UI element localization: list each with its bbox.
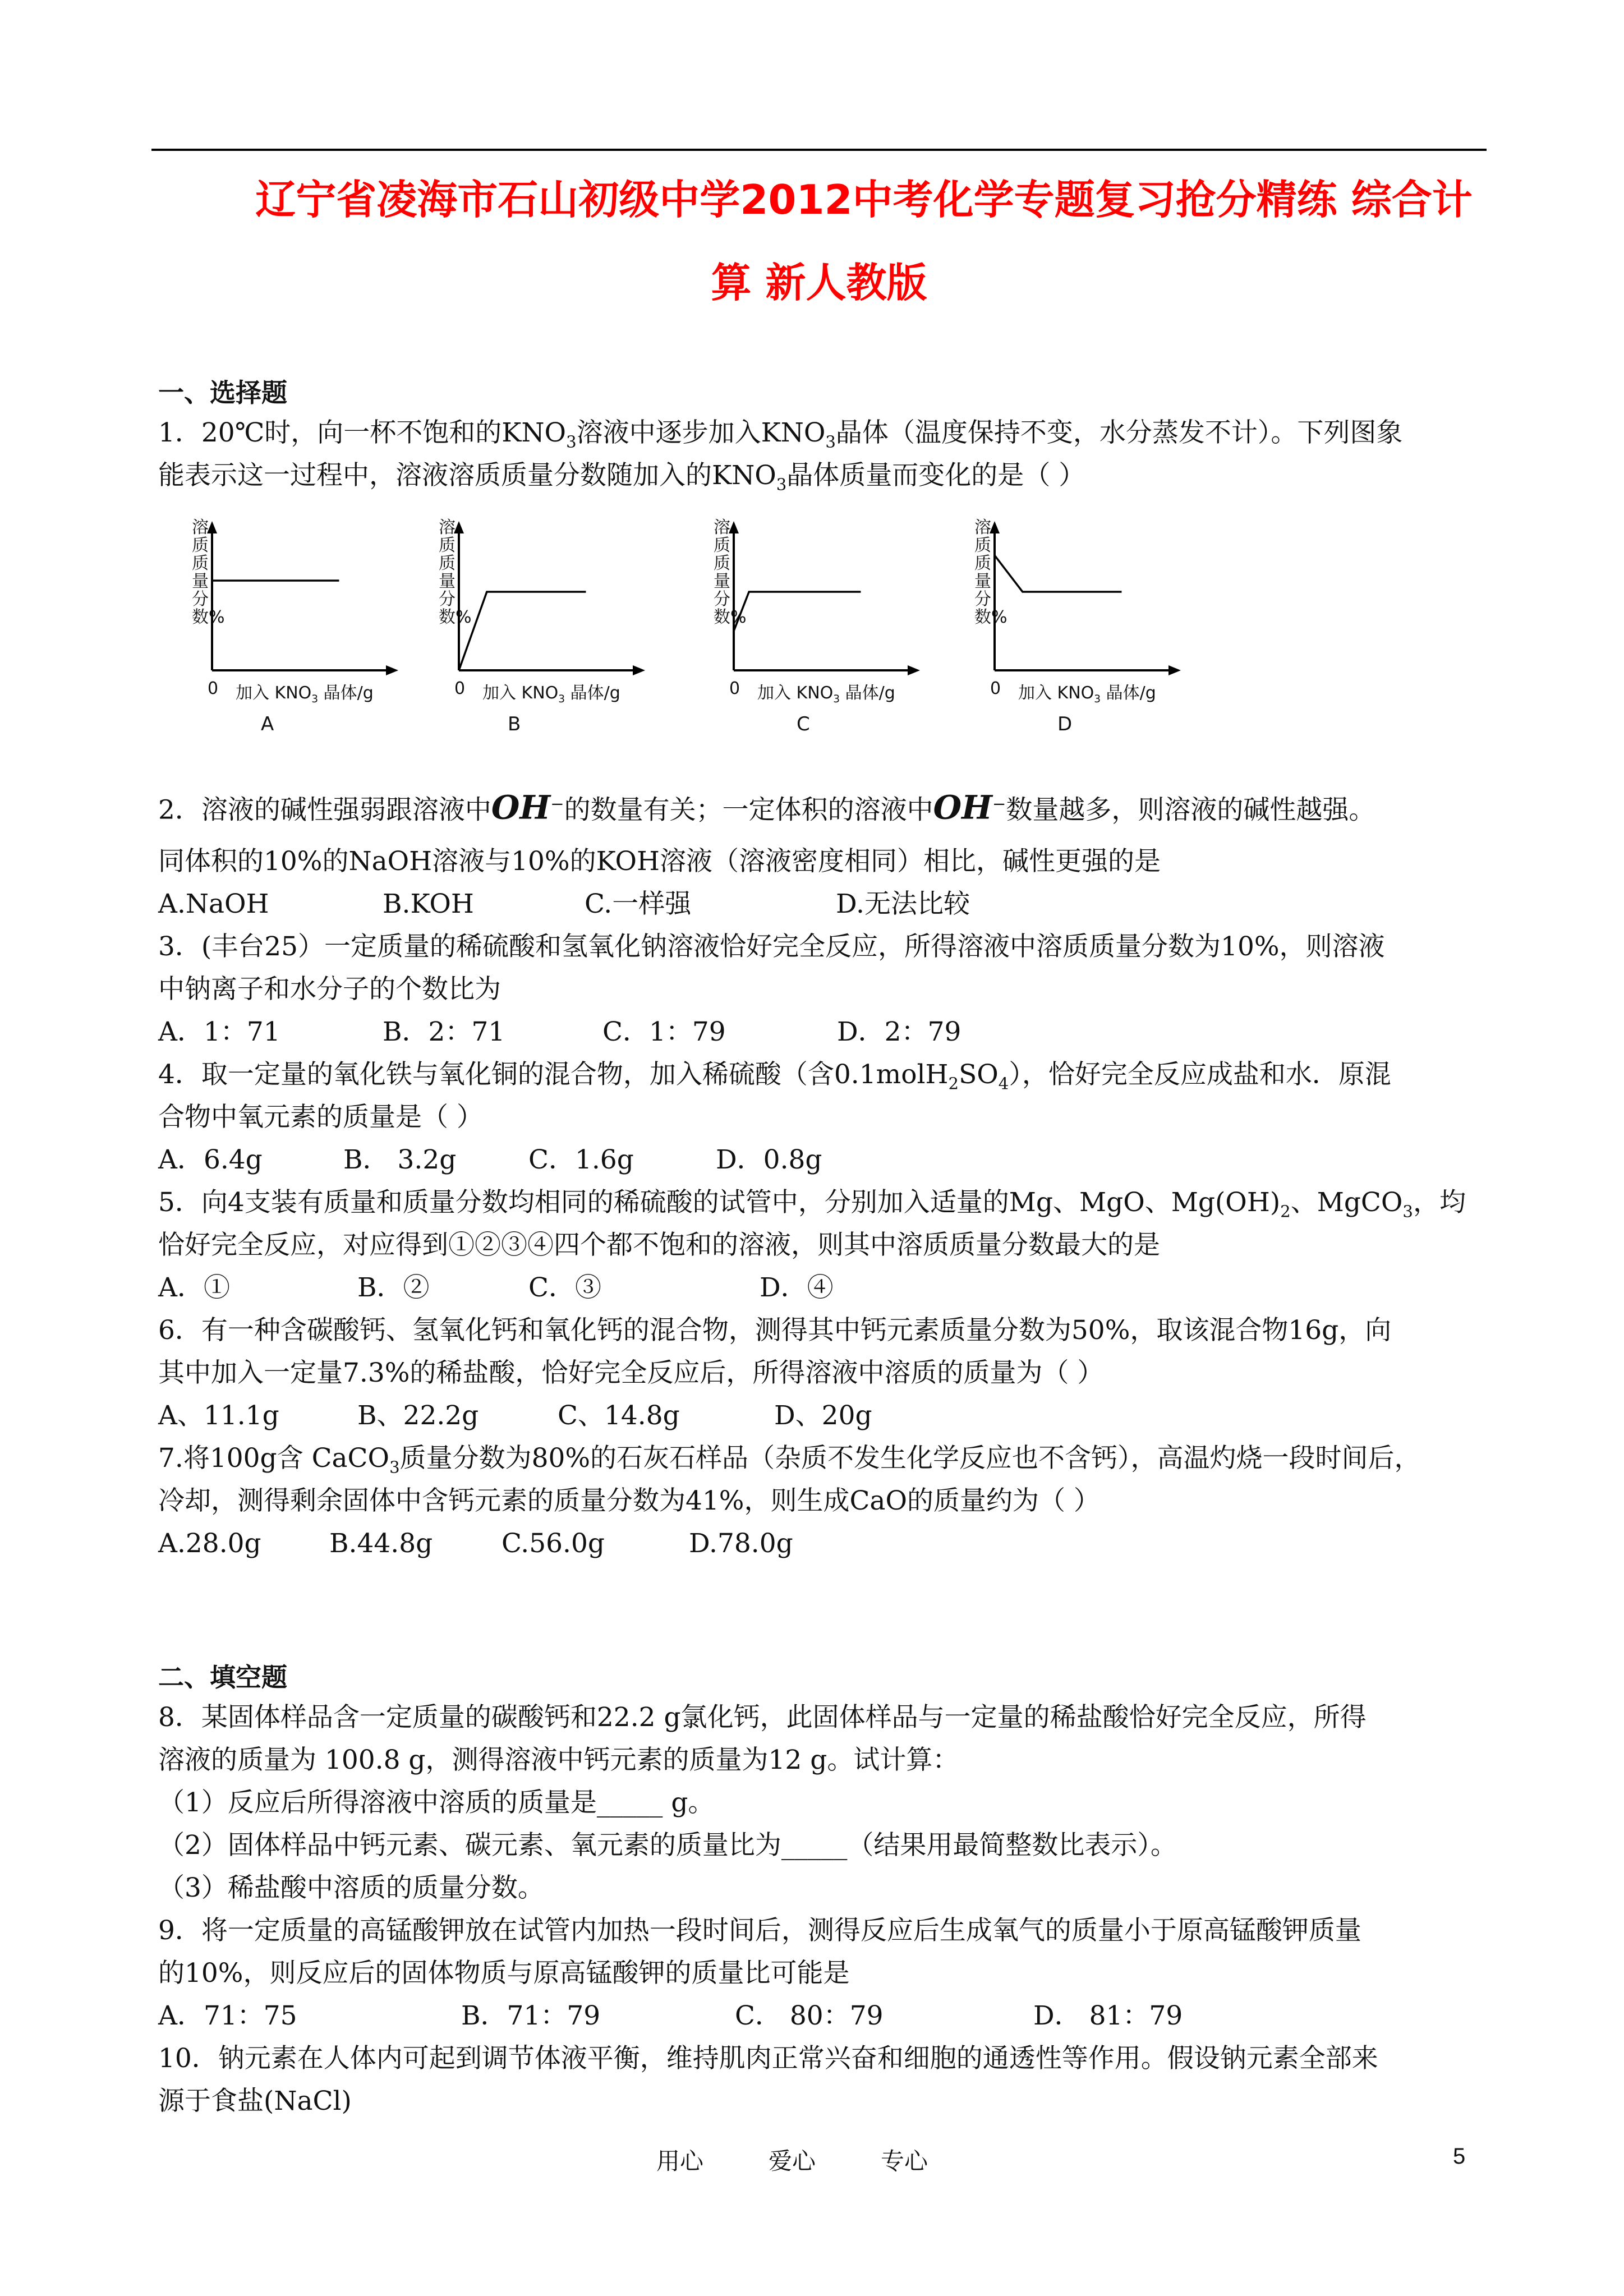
q7-option-a: A.28.0g (158, 1528, 261, 1559)
header-rule (151, 149, 1487, 151)
chart-xlabel-text: 晶体/g (840, 683, 895, 703)
y-axis-arrow (990, 521, 1000, 533)
q9-option-a: A．71：75 (158, 2000, 297, 2031)
chart-b-plot (438, 519, 673, 693)
chart-xlabel-text: 晶体/g (565, 683, 620, 703)
q5-sub: 3 (1402, 1202, 1413, 1221)
q1-text: 晶体质量而变化的是（ ） (786, 460, 1085, 491)
q4-line1 (158, 1059, 1391, 1099)
q3-line1: 3．(丰台25）一定质量的稀硫酸和氢氧化钠溶液恰好完全反应，所得溶液中溶质质量分数为10%，则溶液 (158, 931, 1385, 962)
q7-option-b: B.44.8g (329, 1528, 433, 1559)
y-axis-arrow (729, 521, 739, 533)
section-heading-fill: 二、填空题 (158, 1662, 287, 1692)
q1-line1 (158, 417, 1402, 457)
chart-a-plot (191, 519, 426, 693)
chart-xlabel (482, 679, 620, 705)
footer-item: 专心 (881, 2147, 928, 2175)
section-heading-choice: 一、选择题 (158, 378, 287, 408)
q1-line2 (158, 460, 1085, 500)
q4-sub: 4 (998, 1074, 1009, 1093)
x-axis-arrow (908, 665, 920, 675)
q1-text: 能表示这一过程中，溶液溶质质量分数随加入的KNO (158, 460, 776, 491)
series-line (734, 592, 861, 631)
q5-text: ，均 (1413, 1187, 1466, 1218)
footer-item: 用心 (656, 2147, 704, 2175)
q6-option-b: B、22.2g (357, 1400, 479, 1431)
x-axis-arrow (1168, 665, 1181, 675)
chart-d (973, 519, 1209, 743)
q9-option-c: C． 80：79 (735, 2000, 884, 2031)
chart-a (191, 519, 426, 743)
chart-xlabel-text: 加入 KNO (1018, 683, 1094, 703)
chart-ylabel: 溶质质量分数% (192, 518, 225, 627)
q2-text: 2．溶液的碱性强弱跟溶液中 (158, 794, 491, 826)
oh-charge: − (550, 794, 564, 813)
chart-origin: 0 (729, 679, 740, 698)
q4-option-c: C．1.6g (528, 1144, 634, 1175)
q5-text: 、MgCO (1290, 1187, 1403, 1218)
q6-line2: 其中加入一定量7.3%的稀盐酸，恰好完全反应后，所得溶液中溶质的质量为（ ） (158, 1358, 1104, 1388)
q5-option-b: B．② (357, 1272, 430, 1303)
y-axis-arrow (207, 521, 217, 533)
chart-origin: 0 (208, 679, 219, 698)
q8-sub2: （2）固体样品中钙元素、碳元素、氧元素的质量比为_____（结果用最简整数比表示）。 (158, 1830, 1177, 1861)
q10-line1: 10．钠元素在人体内可起到调节体液平衡，维持肌肉正常兴奋和细胞的通透性等作用。假设钠元素全部来 (158, 2043, 1378, 2074)
document-title-line1: 辽宁省凌海市石山初级中学2012中考化学专题复习抢分精练 综合计 (255, 176, 1473, 223)
chart-d-plot (973, 519, 1209, 693)
q5-option-a: A．① (158, 1272, 230, 1303)
q4-line2: 合物中氧元素的质量是（ ） (158, 1102, 483, 1133)
q5-line2: 恰好完全反应，对应得到①②③④四个都不饱和的溶液，则其中溶质质量分数最大的是 (158, 1230, 1160, 1260)
chart-xlabel-sub: 3 (311, 693, 319, 705)
q4-text: ），恰好完全反应成盐和水．原混 (1009, 1059, 1391, 1090)
q4-text: 4．取一定量的氧化铁与氧化铜的混合物，加入稀硫酸（含0.1molH (158, 1059, 949, 1090)
q6-option-d: D、20g (774, 1400, 872, 1431)
oh-ion: OH (933, 788, 992, 827)
chart-ylabel: 溶质质量分数% (714, 518, 747, 627)
q2-option-b: B.KOH (383, 889, 474, 919)
chart-option-label: B (508, 713, 521, 735)
chart-ylabel: 溶质质量分数% (439, 518, 472, 627)
q1-text: 1．20℃时，向一杯不饱和的KNO (158, 417, 567, 448)
q2-text: 的数量有关；一定体积的溶液中 (564, 794, 933, 826)
q3-option-c: C．1：79 (602, 1016, 726, 1047)
q2-option-a: A.NaOH (158, 889, 269, 919)
q1-sub: 3 (776, 475, 787, 494)
chart-xlabel-text: 晶体/g (318, 683, 374, 703)
q8-line1: 8．某固体样品含一定质量的碳酸钙和22.2 g氯化钙，此固体样品与一定量的稀盐酸恰好完全反应，所得 (158, 1702, 1367, 1733)
oh-ion: OH (491, 788, 551, 827)
chart-c (712, 519, 948, 743)
q4-option-a: A．6.4g (158, 1144, 263, 1175)
chart-b (438, 519, 673, 743)
chart-xlabel-text: 加入 KNO (236, 683, 312, 703)
chart-xlabel (236, 679, 374, 705)
chart-xlabel-text: 晶体/g (1101, 683, 1156, 703)
chart-xlabel-sub: 3 (833, 693, 840, 705)
footer-item: 爱心 (769, 2147, 816, 2175)
q7-option-d: D.78.0g (689, 1528, 793, 1559)
q1-sub: 3 (566, 432, 577, 452)
chart-xlabel-sub: 3 (1094, 693, 1101, 705)
q2-line1 (158, 784, 1375, 830)
y-axis-arrow (454, 521, 464, 533)
chart-option-label: C (797, 713, 810, 735)
q2-line2: 同体积的10%的NaOH溶液与10%的KOH溶液（溶液密度相同）相比，碱性更强的是 (158, 846, 1161, 877)
q2-text: 数量越多，则溶液的碱性越强。 (1006, 794, 1375, 826)
series-line (995, 555, 1121, 592)
page-number: 5 (1453, 2144, 1466, 2169)
chart-xlabel-text: 加入 KNO (757, 683, 834, 703)
q7-sub: 3 (389, 1457, 400, 1477)
chart-xlabel-text: 加入 KNO (482, 683, 559, 703)
q5-option-c: C．③ (528, 1272, 601, 1303)
q3-line2: 中钠离子和水分子的个数比为 (158, 974, 501, 1005)
q3-option-a: A．1：71 (158, 1016, 280, 1047)
q3-option-d: D．2：79 (837, 1016, 961, 1047)
chart-origin: 0 (454, 679, 466, 698)
q1-text: 溶液中逐步加入KNO (576, 417, 826, 448)
chart-option-label: D (1057, 713, 1073, 735)
x-axis-arrow (386, 665, 398, 675)
document-title-line2: 算 新人教版 (711, 259, 927, 306)
q9-line2: 的10%，则反应后的固体物质与原高锰酸钾的质量比可能是 (158, 1958, 850, 1989)
q7-text: 7.将100g含 CaCO (158, 1443, 390, 1474)
q6-option-c: C、14.8g (558, 1400, 680, 1431)
q4-option-d: D．0.8g (716, 1144, 822, 1175)
q5-sub: 2 (1280, 1202, 1291, 1221)
q6-option-a: A、11.1g (158, 1400, 279, 1431)
q1-sub: 3 (825, 432, 836, 452)
q4-option-b: B． 3.2g (343, 1144, 457, 1175)
q4-sub: 2 (948, 1074, 959, 1093)
q8-line2: 溶液的质量为 100.8 g，测得溶液中钙元素的质量为12 g。试计算： (158, 1745, 959, 1775)
series-line (459, 592, 586, 670)
q7-line2: 冷却，测得剩余固体中含钙元素的质量分数为41%，则生成CaO的质量约为（ ） (158, 1485, 1100, 1516)
chart-xlabel-sub: 3 (558, 693, 565, 705)
q9-option-b: B．71：79 (461, 2000, 601, 2031)
q1-text: 晶体（温度保持不变，水分蒸发不计）。下列图象 (835, 417, 1403, 448)
chart-xlabel (1018, 679, 1156, 705)
chart-option-label: A (261, 713, 274, 735)
q2-option-c: C.一样强 (585, 889, 692, 919)
q10-line2: 源于食盐(NaCl) (158, 2086, 352, 2116)
q9-line1: 9．将一定质量的高锰酸钾放在试管内加热一段时间后，测得反应后生成氧气的质量小于原高锰酸钾质量 (158, 1915, 1361, 1946)
q7-option-c: C.56.0g (502, 1528, 605, 1559)
chart-origin: 0 (990, 679, 1001, 698)
q5-line1 (158, 1187, 1466, 1227)
q8-sub3: （3）稀盐酸中溶质的质量分数。 (158, 1872, 544, 1903)
chart-ylabel: 溶质质量分数% (974, 518, 1007, 627)
q2-option-d: D.无法比较 (836, 889, 970, 919)
q9-option-d: D． 81：79 (1033, 2000, 1183, 2031)
oh-charge: − (992, 794, 1006, 813)
q7-text: 质量分数为80%的石灰石样品（杂质不发生化学反应也不含钙），高温灼烧一段时间后， (399, 1443, 1421, 1474)
chart-c-plot (712, 519, 948, 693)
chart-xlabel (757, 679, 895, 705)
q7-line1 (158, 1443, 1421, 1483)
q5-text: 5．向4支装有质量和质量分数均相同的稀硫酸的试管中，分别加入适量的Mg、MgO、Mg(OH) (158, 1187, 1281, 1218)
q5-option-d: D．④ (760, 1272, 834, 1303)
q3-option-b: B．2：71 (383, 1016, 505, 1047)
q8-sub1: （1）反应后所得溶液中溶质的质量是_____ g。 (158, 1787, 715, 1818)
q6-line1: 6．有一种含碳酸钙、氢氧化钙和氧化钙的混合物，测得其中钙元素质量分数为50%，取该混合物16g，向 (158, 1315, 1392, 1346)
q4-text: SO (959, 1059, 999, 1090)
x-axis-arrow (633, 665, 645, 675)
